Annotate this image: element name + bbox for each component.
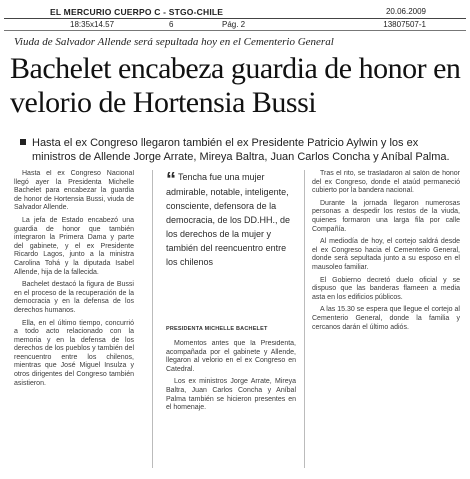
paragraph: Ella, en el último tiempo, concurrió a todo acto relacionado con la memoria y en la defensa de los derechos de los pueblos y también del reencuentro entre los chilenos, mientras que José Miguel Insulza y otros dirigentes del Congreso también asistieron. [14,319,134,387]
article-headline: Bachelet encabeza guardia de honor en velorio de Hortensia Bussi [10,52,461,119]
paragraph: A las 15.30 se espera que llegue el cortejo al Cementerio General, donde la familia y cercanos darán el último adiós. [312,306,460,331]
paragraph: Bachelet destacó la figura de Bussi en el proceso de la recuperación de la democracia y en la defensa de los derechos humanos. [14,281,134,314]
column-divider [304,170,305,468]
square-bullet-icon [20,139,26,145]
publication-source: EL MERCURIO CUERPO C - STGO-CHILE [50,7,224,17]
pull-quote-text: Tencha fue una mujer admirable, notable, inteligente, consciente, defensora de la democracia, de los DD.HH., de los derechos de la mujer y también del reencuentro entre los chilenos [166,172,291,267]
article-subhead: Hasta el ex Congreso llegaron también el ex Presidente Patricio Aylwin y los ex ministros de Allende Jorge Arrate, Mireya Baltra, Juan Carlos Concha y Aníbal Palma. [32,137,450,163]
paragraph: Durante la jornada llegaron numerosas personas a despedir los restos de la viuda, quienes formaron una larga fila por calle Compañía. [312,199,460,233]
metadata-row-details [4,19,466,31]
page-number: Pág. 2 [222,20,246,29]
publication-date: 20.06.2009 [385,7,426,16]
clip-size: 18:35x14.57 [70,20,115,29]
paragraph: La jefa de Estado encabezó una guardia de honor que también integraron la Primera Dama y parte del gabinete, y el ex Presidente Ricardo Lagos, junto a la ministra Carolina Tohá y la diputada Isabel Allende, hija de la fallecida. [14,216,134,276]
quote-mark-icon: “ [166,169,176,191]
paragraph: Tras el rito, se trasladaron al salón de honor del ex Congreso, donde el ataúd permaneció cubierto por la bandera nacional. [312,170,460,195]
pull-quote [166,170,298,306]
clip-number: 6 [169,20,174,29]
paragraph: Momentos antes que la Presidenta, acompañada por el gabinete y Allende, llegaron al velorio en el ex Congreso en Catedral. [166,340,296,373]
clip-id: 13807507-1 [383,20,426,29]
paragraph: El Gobierno decretó duelo oficial y se dispuso que las banderas flameen a media asta en los edificios públicos. [312,276,460,301]
paragraph: Al mediodía de hoy, el cortejo saldrá desde el ex Congreso hacia el Cementerio General, donde será sepultada junto a su esposo en el mausoleo familiar. [312,238,460,271]
article-column-2 [166,340,296,468]
paragraph: Los ex ministros Jorge Arrate, Mireya Baltra, Juan Carlos Concha y Aníbal Palma también se hicieron presentes en el homenaje. [166,378,296,412]
paragraph: Hasta el ex Congreso Nacional llegó ayer la Presidenta Michelle Bachelet para encabezar la guardia de honor de Hortensia Bussi, viuda de Salvador Allende. [14,170,134,212]
pull-quote-credit: PRESIDENTA MICHELLE BACHELET [166,326,268,332]
article-column-1 [14,170,134,468]
clipping-metadata-bar [4,6,466,32]
article-kicker: Viuda de Salvador Allende será sepultada hoy en el Cementerio General [14,36,334,48]
column-divider [152,170,153,468]
metadata-row-source [4,6,466,19]
article-column-3 [312,170,460,474]
